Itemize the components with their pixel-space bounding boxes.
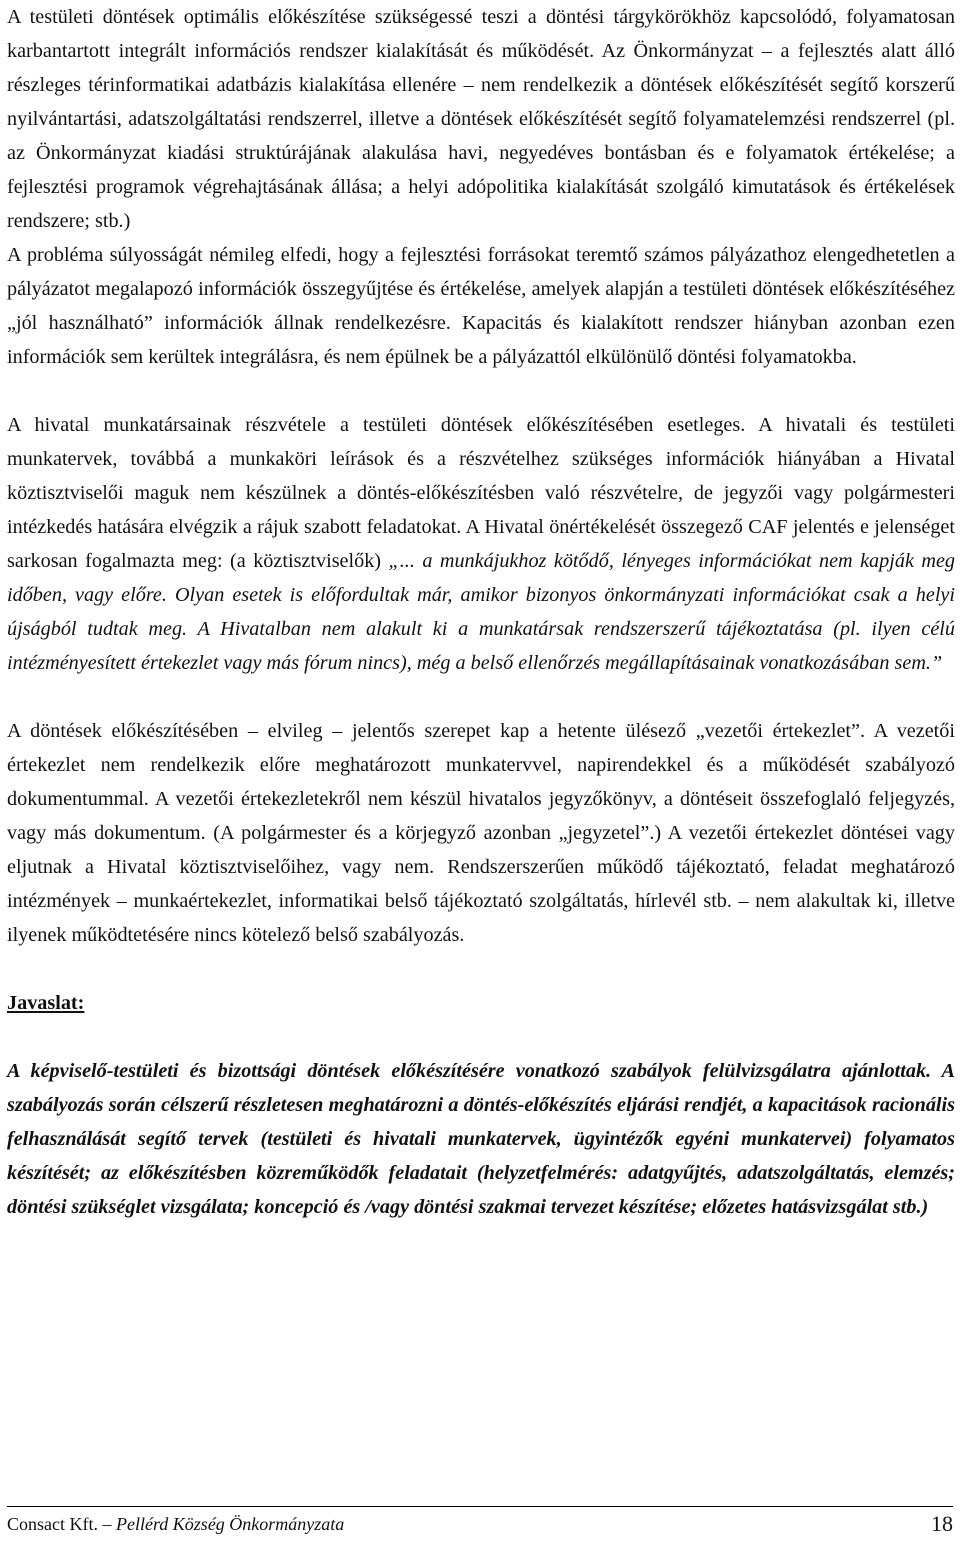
page-number: 18 xyxy=(931,1511,953,1536)
paragraph-information-system: A testületi döntések optimális előkészítése szükségessé teszi a döntési tárgykörökhöz kapcsolódó, folyamatosan karbantartott integrált információs rendszer kialakítását és működését. Az Önkormányzat – a fejlesztés alatt álló részleges térinformatikai adatbázis kialakítása ellenére – nem rendelkezik a döntések előkészítését segítő korszerű nyilvántartási, adatszolgáltatási rendszerrel, illetve a döntések előkészítését segítő folyamatelemzési rendszerrel (pl. az Önkormányzat kiadási struktúrájának alakulása havi, negyedéves bontásban és e folyamatok értékelése; a fejlesztési programok végrehajtásának állása; a helyi adópolitika kialakítását szolgáló kimutatások és értékelések rendszere; stb.) xyxy=(7,6,955,232)
paragraph-problem-severity: A probléma súlyosságát némileg elfedi, hogy a fejlesztési forrásokat teremtő számos pályázathoz elengedhetetlen a pályázatot megalapozó információk összegyűjtése és értékelése, amelyek alapján a testületi döntések előkészítéséhez „jól használható” információk állnak rendelkezésre. Kapacitás és kialakított rendszer hiányban azonban ezen információk sem kerültek integrálásra, és nem épülnek be a pályázattól elkülönülő döntési folyamatokba. xyxy=(7,244,955,368)
paragraph-staff-participation xyxy=(7,408,955,680)
document-body xyxy=(7,0,955,1224)
proposal-heading: Javaslat: xyxy=(7,992,85,1014)
footer-divider xyxy=(7,1506,953,1507)
page-footer xyxy=(7,1509,955,1539)
footer-company: Consact Kft. xyxy=(7,1514,98,1534)
footer-source xyxy=(7,1509,344,1539)
proposal-text: A képviselő-testületi és bizottsági döntések előkészítésére vonatkozó szabályok felülvizsgálatra ajánlottak. A szabályozás során célszerű részletesen meghatározni a döntés-előkészítés eljárási rendjét, a kapacitások racionális felhasználását segítő tervek (testületi és hivatali munkatervek, ügyintézők egyéni munkatervei) folyamatos készítését; az előkészítésben közreműködők feladatait (helyzetfelmérés: adatgyűjtés, adatszolgáltatás, elemzés; döntési szükséglet vizsgálata; koncepció és /vagy döntési szakmai tervezet készítése; előzetes hatásvizsgálat stb.) xyxy=(7,1060,955,1218)
footer-separator: – xyxy=(97,1514,116,1534)
footer-municipality: Pellérd Község Önkormányzata xyxy=(115,1514,345,1534)
staff-participation-text: A hivatal munkatársainak részvétele a testületi döntések előkészítésében esetleges. A hivatali és testületi munkatervek, továbbá a munkaköri leírások és a részvételhez szükséges információk hiányában a Hivatal köztisztviselői maguk nem készülnek a döntés-előkészítésben való részvételre, de jegyzői vagy polgármesteri intézkedés hatására elvégzik a rájuk szabott feladatokat. A Hivatal önértékelését összegező CAF jelentés e jelenséget sarkosan fogalmazta meg: (a köztisztviselők) xyxy=(7,414,955,572)
paragraph-leadership-meeting: A döntések előkészítésében – elvileg – jelentős szerepet kap a hetente ülésező „vezetői értekezlet”. A vezetői értekezlet nem rendelkezik előre meghatározott munkatervvel, napirendekkel és a működését szabályozó dokumentummal. A vezetői értekezletekről nem készül hivatalos jegyzőkönyv, a döntéseit összefoglaló feljegyzés, vagy más dokumentum. (A polgármester és a körjegyző azonban „jegyzetel”.) A vezetői értekezlet döntései vagy eljutnak a Hivatal köztisztviselőihez, vagy nem. Rendszerszerűen működő tájékoztató, feladat meghatározó intézmények – munkaértekezlet, informatikai belső tájékoztató szolgáltatás, hírlevél stb. – nem alakultak ki, illetve ilyenek működtetésére nincs kötelező belső szabályozás. xyxy=(7,720,955,946)
caf-report-quote: „... a munkájukhoz kötődő, lényeges információkat nem kapják meg időben, vagy előre. Olyan esetek is előfordultak már, amikor bizonyos önkormányzati információkat csak a helyi újságból tudtak meg. A Hivatalban nem alakult ki a munkatársak rendszerszerű tájékoztatása (pl. ilyen célú intézményesített értekezlet vagy más fórum nincs), még a belső ellenőrzés megállapításainak vonatkozásában sem.” xyxy=(7,550,955,674)
